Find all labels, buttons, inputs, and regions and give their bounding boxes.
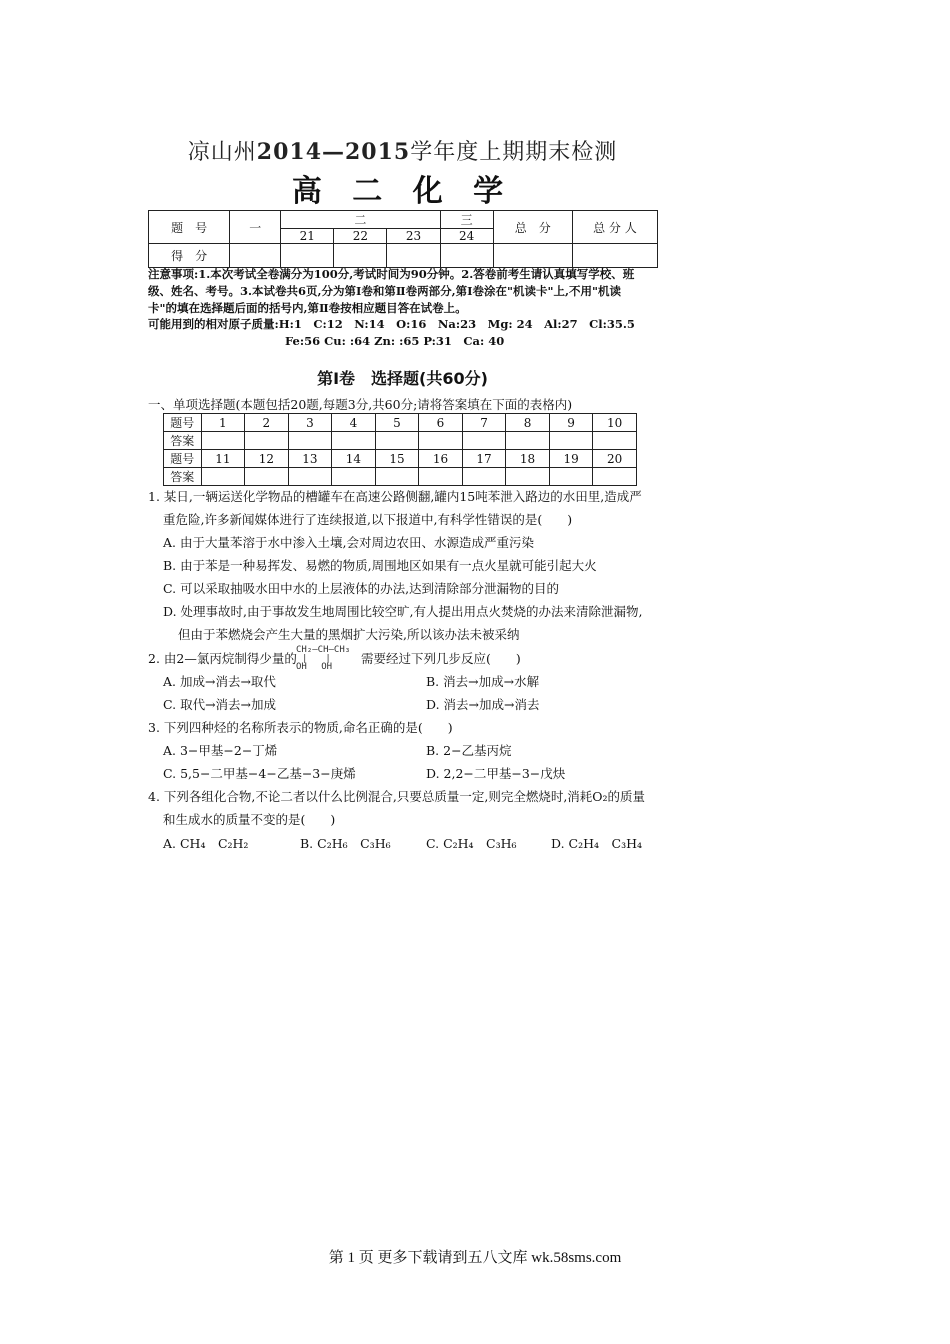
answer-num: 8: [506, 414, 550, 432]
answer-num: 3: [288, 414, 332, 432]
answer-num: 19: [549, 450, 593, 468]
score-cell: [334, 244, 387, 268]
structural-formula: [296, 645, 350, 673]
answer-cell[interactable]: [549, 468, 593, 486]
score-table-total: 总 分: [493, 211, 572, 244]
atomic-mass-line: 可能用到的相对原子质量:H:1 C:12 N:14 O:16 Na:23 Mg: 24 Al:27 Cl:35.5: [148, 317, 635, 331]
title-region: 凉山州: [187, 140, 257, 165]
answer-cell[interactable]: [506, 432, 550, 450]
notes-line: 注意事项:1.本次考试全卷满分为100分,考试时间为90分钟。2.答卷前考生请认真填写学校、班: [148, 267, 635, 281]
exam-title: [0, 135, 805, 166]
page-footer: 第 1 页 更多下载请到五八文库 wk.58sms.com: [328, 1250, 622, 1266]
answer-num: 17: [462, 450, 506, 468]
score-table-part1: 一: [230, 211, 281, 244]
answer-num: 2: [245, 414, 289, 432]
score-table: [148, 210, 658, 268]
question-1-stem: 1. 某日,一辆运送化学物品的槽罐车在高速公路侧翻,罐内15吨苯泄入路边的水田里,造成严: [148, 489, 642, 504]
score-cell: [230, 244, 281, 268]
answer-num: 12: [245, 450, 289, 468]
question-1-option-d: 但由于苯燃烧会产生大量的黑烟扩大污染,所以该办法未被采纳: [178, 627, 520, 642]
answer-num: 10: [593, 414, 637, 432]
score-cell: [387, 244, 440, 268]
answer-num: 18: [506, 450, 550, 468]
answer-cell[interactable]: [201, 432, 245, 450]
answer-cell[interactable]: [332, 468, 376, 486]
question-4-option-c: C. C₂H₄ C₃H₆: [426, 836, 517, 851]
question-1-option-d: D. 处理事故时,由于事故发生地周围比较空旷,有人提出用点火焚烧的办法来清除泄漏物,: [163, 604, 643, 619]
score-table-part3: 三: [440, 211, 493, 229]
structure-bonds: | |: [302, 654, 331, 664]
score-cell: [493, 244, 572, 268]
question-2-option-c: C. 取代→消去→加成: [163, 697, 277, 712]
structure-bottom: OH OH: [296, 662, 333, 672]
question-3-stem: 3. 下列四种烃的名称所表示的物质,命名正确的是( ): [148, 720, 453, 735]
question-1-option-b: B. 由于苯是一种易挥发、易燃的物质,周围地区如果有一点火星就可能引起大火: [163, 558, 597, 573]
answer-cell[interactable]: [375, 432, 419, 450]
question-2-option-b: B. 消去→加成→水解: [426, 674, 540, 689]
score-cell: [281, 244, 334, 268]
answer-num: 5: [375, 414, 419, 432]
question-3-option-b: B. 2−乙基丙烷: [426, 743, 512, 758]
question-2-stem: 2. 由2—氯丙烷制得少量的: [148, 651, 297, 666]
answer-table-num-label: 题号: [164, 450, 202, 468]
answer-num: 1: [201, 414, 245, 432]
score-table-header-num: 题 号: [149, 211, 230, 244]
score-table-score-label: 得 分: [149, 244, 230, 268]
question-1-option-c: C. 可以采取抽吸水田中水的上层液体的办法,达到清除部分泄漏物的目的: [163, 581, 560, 596]
exam-notes: [148, 266, 663, 317]
score-cell: [572, 244, 657, 268]
answer-cell[interactable]: [201, 468, 245, 486]
question-2-option-d: D. 消去→加成→消去: [426, 697, 540, 712]
score-table-q23: 23: [387, 229, 440, 244]
answer-table-ans-label: 答案: [164, 432, 202, 450]
answer-cell[interactable]: [462, 468, 506, 486]
answer-cell[interactable]: [419, 468, 463, 486]
question-2-option-a: A. 加成→消去→取代: [163, 674, 276, 689]
answer-cell[interactable]: [549, 432, 593, 450]
answer-num: 14: [332, 450, 376, 468]
answer-num: 20: [593, 450, 637, 468]
answer-cell[interactable]: [332, 432, 376, 450]
score-cell: [440, 244, 493, 268]
answer-num: 16: [419, 450, 463, 468]
answer-cell[interactable]: [593, 468, 637, 486]
question-3-option-a: A. 3−甲基−2−丁烯: [163, 743, 278, 758]
question-2-stem: 需要经过下列几步反应( ): [361, 651, 521, 666]
question-1-stem: 重危险,许多新闻媒体进行了连续报道,以下报道中,有科学性错误的是( ): [163, 512, 573, 527]
answer-cell[interactable]: [245, 468, 289, 486]
answer-cell[interactable]: [288, 468, 332, 486]
section-instruction: 一、单项选择题(本题包括20题,每题3分,共60分;请将答案填在下面的表格内): [148, 397, 573, 412]
answer-cell[interactable]: [593, 432, 637, 450]
answer-num: 7: [462, 414, 506, 432]
subject-title: 高 二 化 学: [291, 174, 514, 209]
answer-table-ans-label: 答案: [164, 468, 202, 486]
section-title: 第Ⅰ卷 选择题(共60分): [317, 369, 488, 388]
answer-num: 15: [375, 450, 419, 468]
answer-num: 11: [201, 450, 245, 468]
question-4-option-d: D. C₂H₄ C₃H₄: [551, 836, 642, 851]
answer-cell[interactable]: [245, 432, 289, 450]
answer-num: 6: [419, 414, 463, 432]
answer-cell[interactable]: [375, 468, 419, 486]
question-4-stem: 4. 下列各组化合物,不论二者以什么比例混合,只要总质量一定,则完全燃烧时,消耗O₂的质量: [148, 789, 646, 804]
answer-cell[interactable]: [419, 432, 463, 450]
title-exam-name: 学年度上期期末检测: [410, 140, 618, 165]
question-4-option-b: B. C₂H₆ C₃H₆: [300, 836, 391, 851]
score-table-q24: 24: [440, 229, 493, 244]
answer-cell[interactable]: [462, 432, 506, 450]
answer-table: [163, 413, 637, 486]
question-3-option-d: D. 2,2−二甲基−3−戊炔: [426, 766, 566, 781]
answer-num: 4: [332, 414, 376, 432]
answer-table-num-label: 题号: [164, 414, 202, 432]
question-4-stem: 和生成水的质量不变的是( ): [163, 812, 336, 827]
title-years: 2014—2015: [256, 139, 411, 165]
question-3-option-c: C. 5,5−二甲基−4−乙基−3−庚烯: [163, 766, 356, 781]
score-table-grader: 总 分 人: [572, 211, 657, 244]
question-1-option-a: A. 由于大量苯溶于水中渗入土壤,会对周边农田、水源造成严重污染: [163, 535, 534, 550]
notes-line: 卡"的填在选择题后面的括号内,第Ⅱ卷按相应题目答在试卷上。: [148, 301, 467, 315]
question-4-option-a: A. CH₄ C₂H₂: [163, 836, 249, 851]
score-table-q22: 22: [334, 229, 387, 244]
score-table-part2: 二: [281, 211, 440, 229]
answer-cell[interactable]: [288, 432, 332, 450]
structure-top: CH₂—CH—CH₃: [296, 645, 351, 655]
score-table-q21: 21: [281, 229, 334, 244]
answer-num: 9: [549, 414, 593, 432]
atomic-mass-line: Fe:56 Cu: :64 Zn: :65 P:31 Ca: 40: [285, 334, 505, 348]
answer-cell[interactable]: [506, 468, 550, 486]
answer-num: 13: [288, 450, 332, 468]
notes-line: 级、姓名、考号。3.本试卷共6页,分为第Ⅰ卷和第Ⅱ卷两部分,第Ⅰ卷涂在"机读卡"上,不用"机读: [148, 284, 621, 298]
